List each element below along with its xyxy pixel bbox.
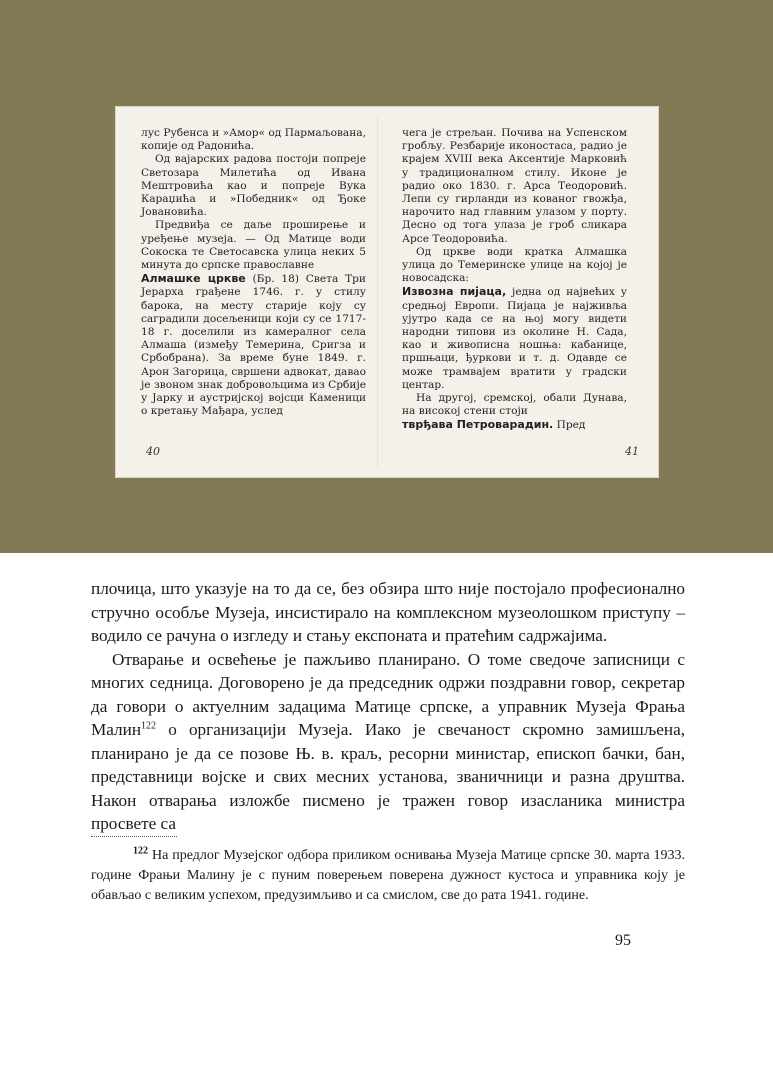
body-paragraph-2-part-1: Отварање и освећење је пажљиво планирано. О томе сведоче записници с многих седница. Договорено је да председник одржи поздравни говор, секретар да говори о актуелним задацима Матице српске, а управник Музеја Фрања Малин [91, 649, 685, 739]
scan-left-page [141, 127, 366, 467]
main-body-text [91, 577, 685, 836]
page-number: 95 [615, 932, 631, 949]
book-spine-fold [377, 117, 378, 467]
scan-right-bold-heading-2: тврђава Петроварадин. [402, 418, 554, 432]
book-scan-image [115, 106, 659, 478]
scan-right-page-number: 41 [625, 445, 639, 458]
footnote-reference[interactable]: 122 [141, 720, 157, 732]
scan-right-paragraph: Од цркве води кратка Алмашка улица до Темеринске улице на којој је новосадска: [402, 245, 627, 285]
footnote-divider [91, 836, 177, 837]
scan-right-bold-heading-1: Извозна пијаца, [402, 285, 507, 299]
footnote [91, 846, 685, 906]
scan-left-paragraph: Предвиђа се даље проширење и уређење музеја. — Од Матице води Сокоска те Светосавска улица неких 5 минута до српске православне [141, 219, 366, 272]
scan-right-heading-1-text: једна од највећих у средњој Европи. Пијаца је најживља ујутро када се на њој могу видети народни типови из околине Н. Сада, као и живописна ношња: кабанице, пршњаци, ђуркови и т. д. Одавде се може трамвајем вратити у градски центар. [402, 286, 628, 391]
scan-right-paragraph: чега је стрељан. Почива на Успенском гробљу. Резбарије иконостаса, радио је крајем XVIII века Аксентије Марковић у традиционалном стилу. Иконе је радио око 1830. г. Арса Теодоровић. Лепи су гирланди из кованог гвожђа, нарочито над главним улазом у порту. Десно од тога улаза је гроб сликара Арсе Теодоровића. [402, 127, 627, 245]
scan-left-bold-heading: Алмашке цркве [141, 272, 246, 286]
body-paragraph-2-part-2: о организацији Музеја. Иако је свечаност скромно замишљена, планирано је да се позове Њ. в. краљ, ресорни министар, епископ бачки, бан, представници војске и свих месних установа, званичници и разна друштва. Након отварања изложбе писмено је тражен говор изасланика министра просвете са [91, 720, 685, 833]
body-paragraph-2 [91, 648, 685, 836]
scan-right-page [402, 127, 627, 467]
body-paragraph-1: плочица, што указује на то да се, без обзира што није постојало професионално стручно особље Музеја, инсистирало на комплексном музеолошком приступу – водило се рачуна о изгледу и стању експоната и пратећим садржајима. [91, 579, 685, 645]
scan-right-heading-paragraph [402, 285, 627, 392]
scan-left-heading-text: (Бр. 18) Света Три Јерарха грађене 1746. г. у стилу барока, на месту старије коју су саградили досељеници који су се 1717-18 г. доселили из камералног села Алмаша (између Темерина, Сригза и Србобрана). За време буне 1849. г. Арон Загорица, свршени адвокат, давао је звоном знак добровољцима из Србије у Јарку и аустријској војсци Каменици о кретању Мађара, услед [141, 273, 366, 418]
scan-left-heading-paragraph [141, 272, 366, 418]
scan-right-paragraph: На другој, сремској, обали Дунава, на високој стени стоји [402, 392, 627, 418]
footnote-text: На предлог Музејског одбора приликом оснивања Музеја Матице српске 30. марта 1933. године Фрањи Малину је с пуним поверењем поверена дужност кустоса и управника коју је обављао с великим успехом, предузимљиво и са смислом, све до рата 1941. године. [91, 848, 686, 903]
scan-right-heading-2-text: Пред [556, 419, 586, 432]
footnote-number: 122 [133, 845, 148, 857]
scan-left-paragraph: Од вајарских радова постоји попреје Светозара Милетића од Ивана Мештровића као и попреје Вука Караџића и »Победник« од Ђоке Јовановића. [141, 153, 366, 219]
scan-right-heading-paragraph-2 [402, 418, 627, 432]
scan-left-page-number: 40 [146, 445, 160, 458]
scan-left-paragraph: лус Рубенса и »Амор« од Пармаљована, копије од Радонића. [141, 127, 366, 153]
